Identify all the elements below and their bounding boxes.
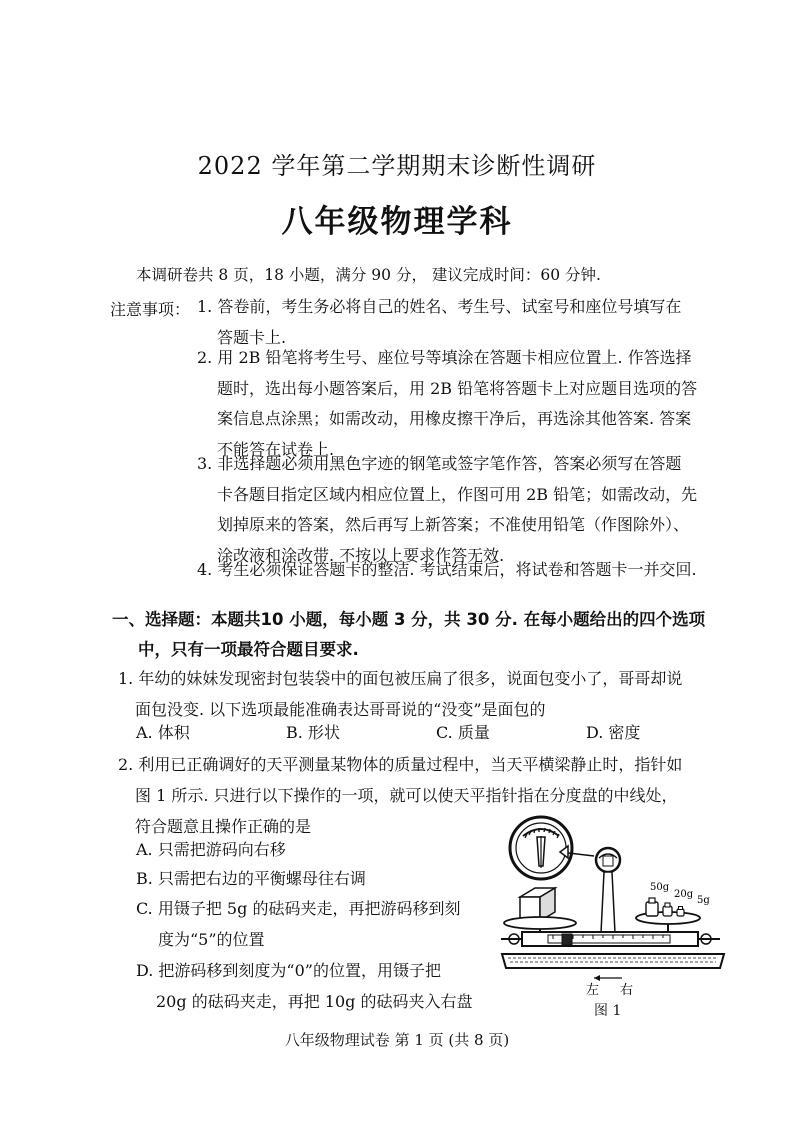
option-a[interactable]: A. 体积 [136,723,190,742]
note-line [197,449,737,480]
exam-intro: 本调研卷共 8 页，18 小题，满分 90 分， 建议完成时间：60 分钟. [136,266,601,284]
option-text: 度为“5”的位置 [158,930,265,949]
note-line [197,555,737,586]
option-b[interactable]: B. 形状 [286,723,340,742]
exam-title: 2022 学年第二学期期末诊断性调研 [197,152,597,180]
weights-icon [646,898,684,916]
note-line: 卡各题目指定区域内相应位置上，作图可用 2B 铅笔；如需改动，先 [217,484,698,504]
option-text: A. 只需把游码向右移 [136,840,286,859]
question-line: 图 1 所示. 只进行以下操作的一项，就可以使天平指针指在分度盘的中线处， [135,786,678,805]
option-b[interactable] [136,863,366,894]
question-line: 1. 年幼的妹妹发现密封包装袋中的面包被压扁了很多，说面包变小了，哥哥却说 [118,669,683,688]
note-line: 涂改液和涂改带. 不按以上要求作答无效. [217,545,505,565]
figure-caption: 图 1 [594,1003,622,1019]
question-1 [118,663,758,725]
option-text: D. 把游码移到刻度为“0”的位置，用镊子把 [136,961,441,980]
notes-label: 注意事项： [110,300,191,319]
note-line: 案信息点涂黑；如需改动，用橡皮擦干净后，再选涂其他答案. 答案 [217,409,692,428]
balance-figure [498,808,728,998]
option-d[interactable] [136,955,472,1017]
page-footer: 八年级物理试卷 第 1 页 (共 8 页) [284,1031,510,1049]
note-item-2 [197,343,737,465]
note-line: 不能答在试卷上. [217,439,335,459]
note-item-3 [197,449,737,571]
question-1-options [136,720,736,743]
weight-label: 5g [697,895,710,906]
option-c[interactable] [136,893,460,955]
note-text: 考生必须保证答题卡的整洁. 考试结束后，将试卷和答题卡一并交回. [217,560,697,579]
section-heading [112,605,752,665]
note-line: 划掉原来的答案，然后再写上新答案；不准使用铅笔（作图除外）、 [217,515,690,534]
object-cube-icon [520,888,555,921]
question-line: 符合题意且操作正确的是 [135,817,312,836]
note-text: 答卷前，考生务必将自己的姓名、考生号、试室号和座位号填写在 [217,297,682,316]
left-label: 左 [586,983,600,998]
weight-label: 50g [650,882,670,893]
note-line: 答题卡上. [217,327,287,347]
section-line: 中，只有一项最符合题目要求. [138,640,359,659]
note-line: 题时，选出每小题答案后，用 2B 铅笔将答题卡上对应题目选项的答 [217,378,698,398]
option-a[interactable] [136,834,286,865]
note-number: 2. [197,348,213,367]
option-d[interactable]: D. 密度 [586,723,641,742]
exam-subject: 八年级物理学科 [281,204,513,240]
option-text: C. 用镊子把 5g 的砝码夹走，再把游码移到刻 [136,899,461,918]
weight-label: 20g [674,889,694,900]
option-text: B. 只需把右边的平衡螺母往右调 [136,869,366,888]
note-text: 用 2B 铅笔将考生号、座位号等填涂在答题卡相应位置上. 作答选择 [217,348,692,367]
note-text: 非选择题必须用黑色字迹的钢笔或签字笔作答，答案必须写在答题 [217,454,682,473]
note-number: 3. [197,454,213,473]
section-line: 一、选择题：本题共10 小题，每小题 3 分，共 30 分. 在每小题给出的四个选项 [112,610,706,629]
rider-icon [562,934,572,945]
note-line [197,292,737,323]
magnified-pointer-icon [510,817,572,879]
option-c[interactable]: C. 质量 [436,723,490,742]
option-text: 20g 的砝码夹走，再把 10g 的砝码夹入右盘 [156,992,473,1011]
right-label: 右 [620,983,634,998]
question-line: 面包没变. 以下选项最能准确表达哥哥说的“没变”是面包的 [135,700,546,719]
note-number: 1. [197,297,213,316]
question-line: 2. 利用已正确调好的天平测量某物体的质量过程中，当天平横梁静止时，指针如 [118,755,683,774]
note-item-4 [197,555,737,586]
note-number: 4. [197,560,213,579]
note-line [197,343,737,374]
